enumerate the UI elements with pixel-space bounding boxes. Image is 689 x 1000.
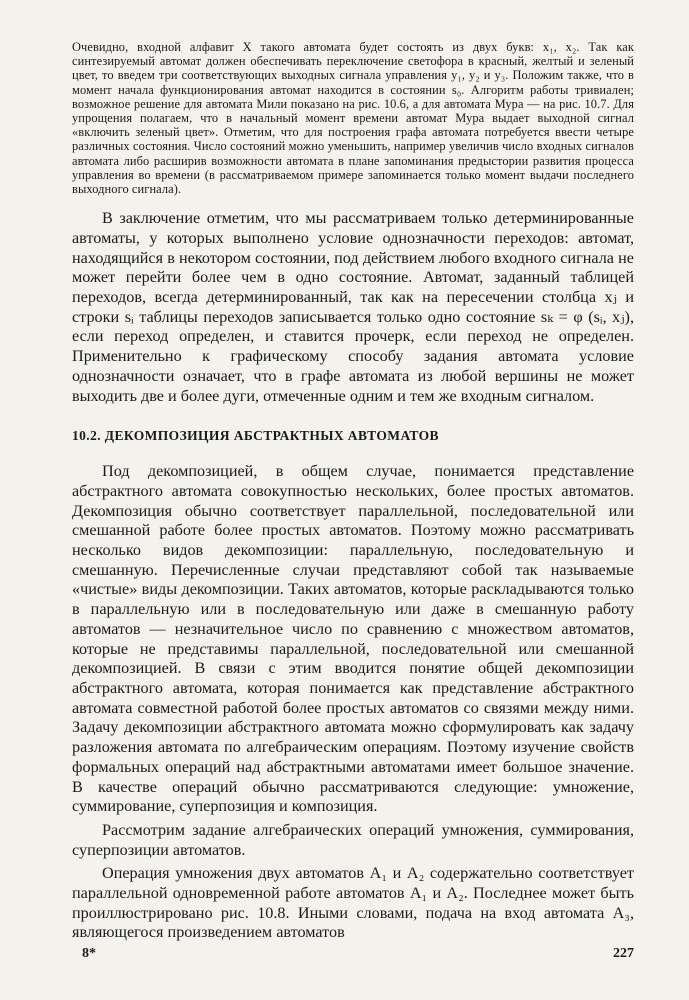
decomposition-paragraph: Под декомпозицией, в общем случае, понимается представление абстрактного автомата совокупностью нескольких, более простых автоматов. Декомпозиция обычно соответствует параллельной, последовательной или смешанной работе более простых автоматов. Поэтому можно рассматривать несколько видов декомпозиции: параллельную, последовательную и смешанную. Перечисленные случаи представляют собой так называемые «чистые» виды декомпозиции. Таких автоматов, которые раскладываются только в параллельную или в последовательную или даже в смешанную работу автоматов — незначительное число по сравнению с множеством автоматов, которые не представимы параллельной, последовательной или смешанной декомпозицией. В связи с этим вводится понятие общей декомпозиции абстрактного автомата, которая понимается как представление абстрактного автомата совместной работой более простых автоматов со связями между ними. Задачу декомпозиции абстрактного автомата можно сформулировать как задачу разложения автомата по алгебраическим операциям. Поэтому изучение свойств формальных операций над абстрактными автоматами имеет большое значение. В качестве операций обычно рассматриваются следующие: умножение, суммирование, суперпозиция и композиция. bbox=[72, 462, 634, 816]
consider-paragraph: Рассмотрим задание алгебраических операций умножения, суммирования, суперпозиции автоматов. bbox=[72, 820, 634, 859]
page-content bbox=[72, 40, 634, 943]
page-number: 227 bbox=[613, 946, 634, 961]
multiplication-paragraph: Операция умножения двух автоматов A₁ и A₂ содержательно соответствует параллельной одновременной работе автоматов A₁ и A₂. Последнее может быть проиллюстрировано рис. 10.8. Иными словами, подача на вход автомата A₃, являющегося произведением автоматов bbox=[72, 864, 634, 942]
conclusion-paragraph: В заключение отметим, что мы рассматриваем только детерминированные автоматы, у которых выполнено условие однозначности переходов: автомат, находящийся в некотором состоянии, под действием любого входного сигнала не может перейти более чем в одно состояние. Автомат, заданный таблицей переходов, всегда детерминированный, так как на пересечении столбца xⱼ и строки sᵢ таблицы переходов записывается только одно состояние sₖ = φ (sᵢ, xⱼ), если переход определен, и ставится прочерк, если переход не определен. Применительно к графическому способу задания автомата условие однозначности означает, что в графе автомата из любой вершины не может выходить две и более дуги, отмеченные одним и тем же входным сигналом. bbox=[72, 209, 634, 405]
printer-signature: 8* bbox=[82, 946, 96, 961]
intro-paragraph: Очевидно, входной алфавит X такого автомата будет состоять из двух букв: x₁, x₂. Так как синтезируемый автомат должен обеспечивать переключение светофора в красный, желтый и зеленый цвет, то введем три соответствующих выходных сигнала управления y₁, y₂ и y₃. Положим также, что в момент начала функционирования автомат находится в состоянии s₀. Алгоритм работы тривиален; возможное решение для автомата Мили показано на рис. 10.6, а для автомата Мура — на рис. 10.7. Для упрощения полагаем, что в начальный момент времени автомат Мура выдает выходной сигнал «включить зеленый цвет». Отметим, что для построения графа автомата потребуется ввести четыре различных состояния. Число состояний можно уменьшить, например увеличив число входных сигналов автомата либо расширив возможности автомата в плане запоминания предыстории развития процесса управления во времени (в рассматриваемом примере запоминается только момент выдачи последнего выходного сигнала). bbox=[72, 40, 634, 197]
section-heading: 10.2. ДЕКОМПОЗИЦИЯ АБСТРАКТНЫХ АВТОМАТОВ bbox=[72, 428, 439, 444]
